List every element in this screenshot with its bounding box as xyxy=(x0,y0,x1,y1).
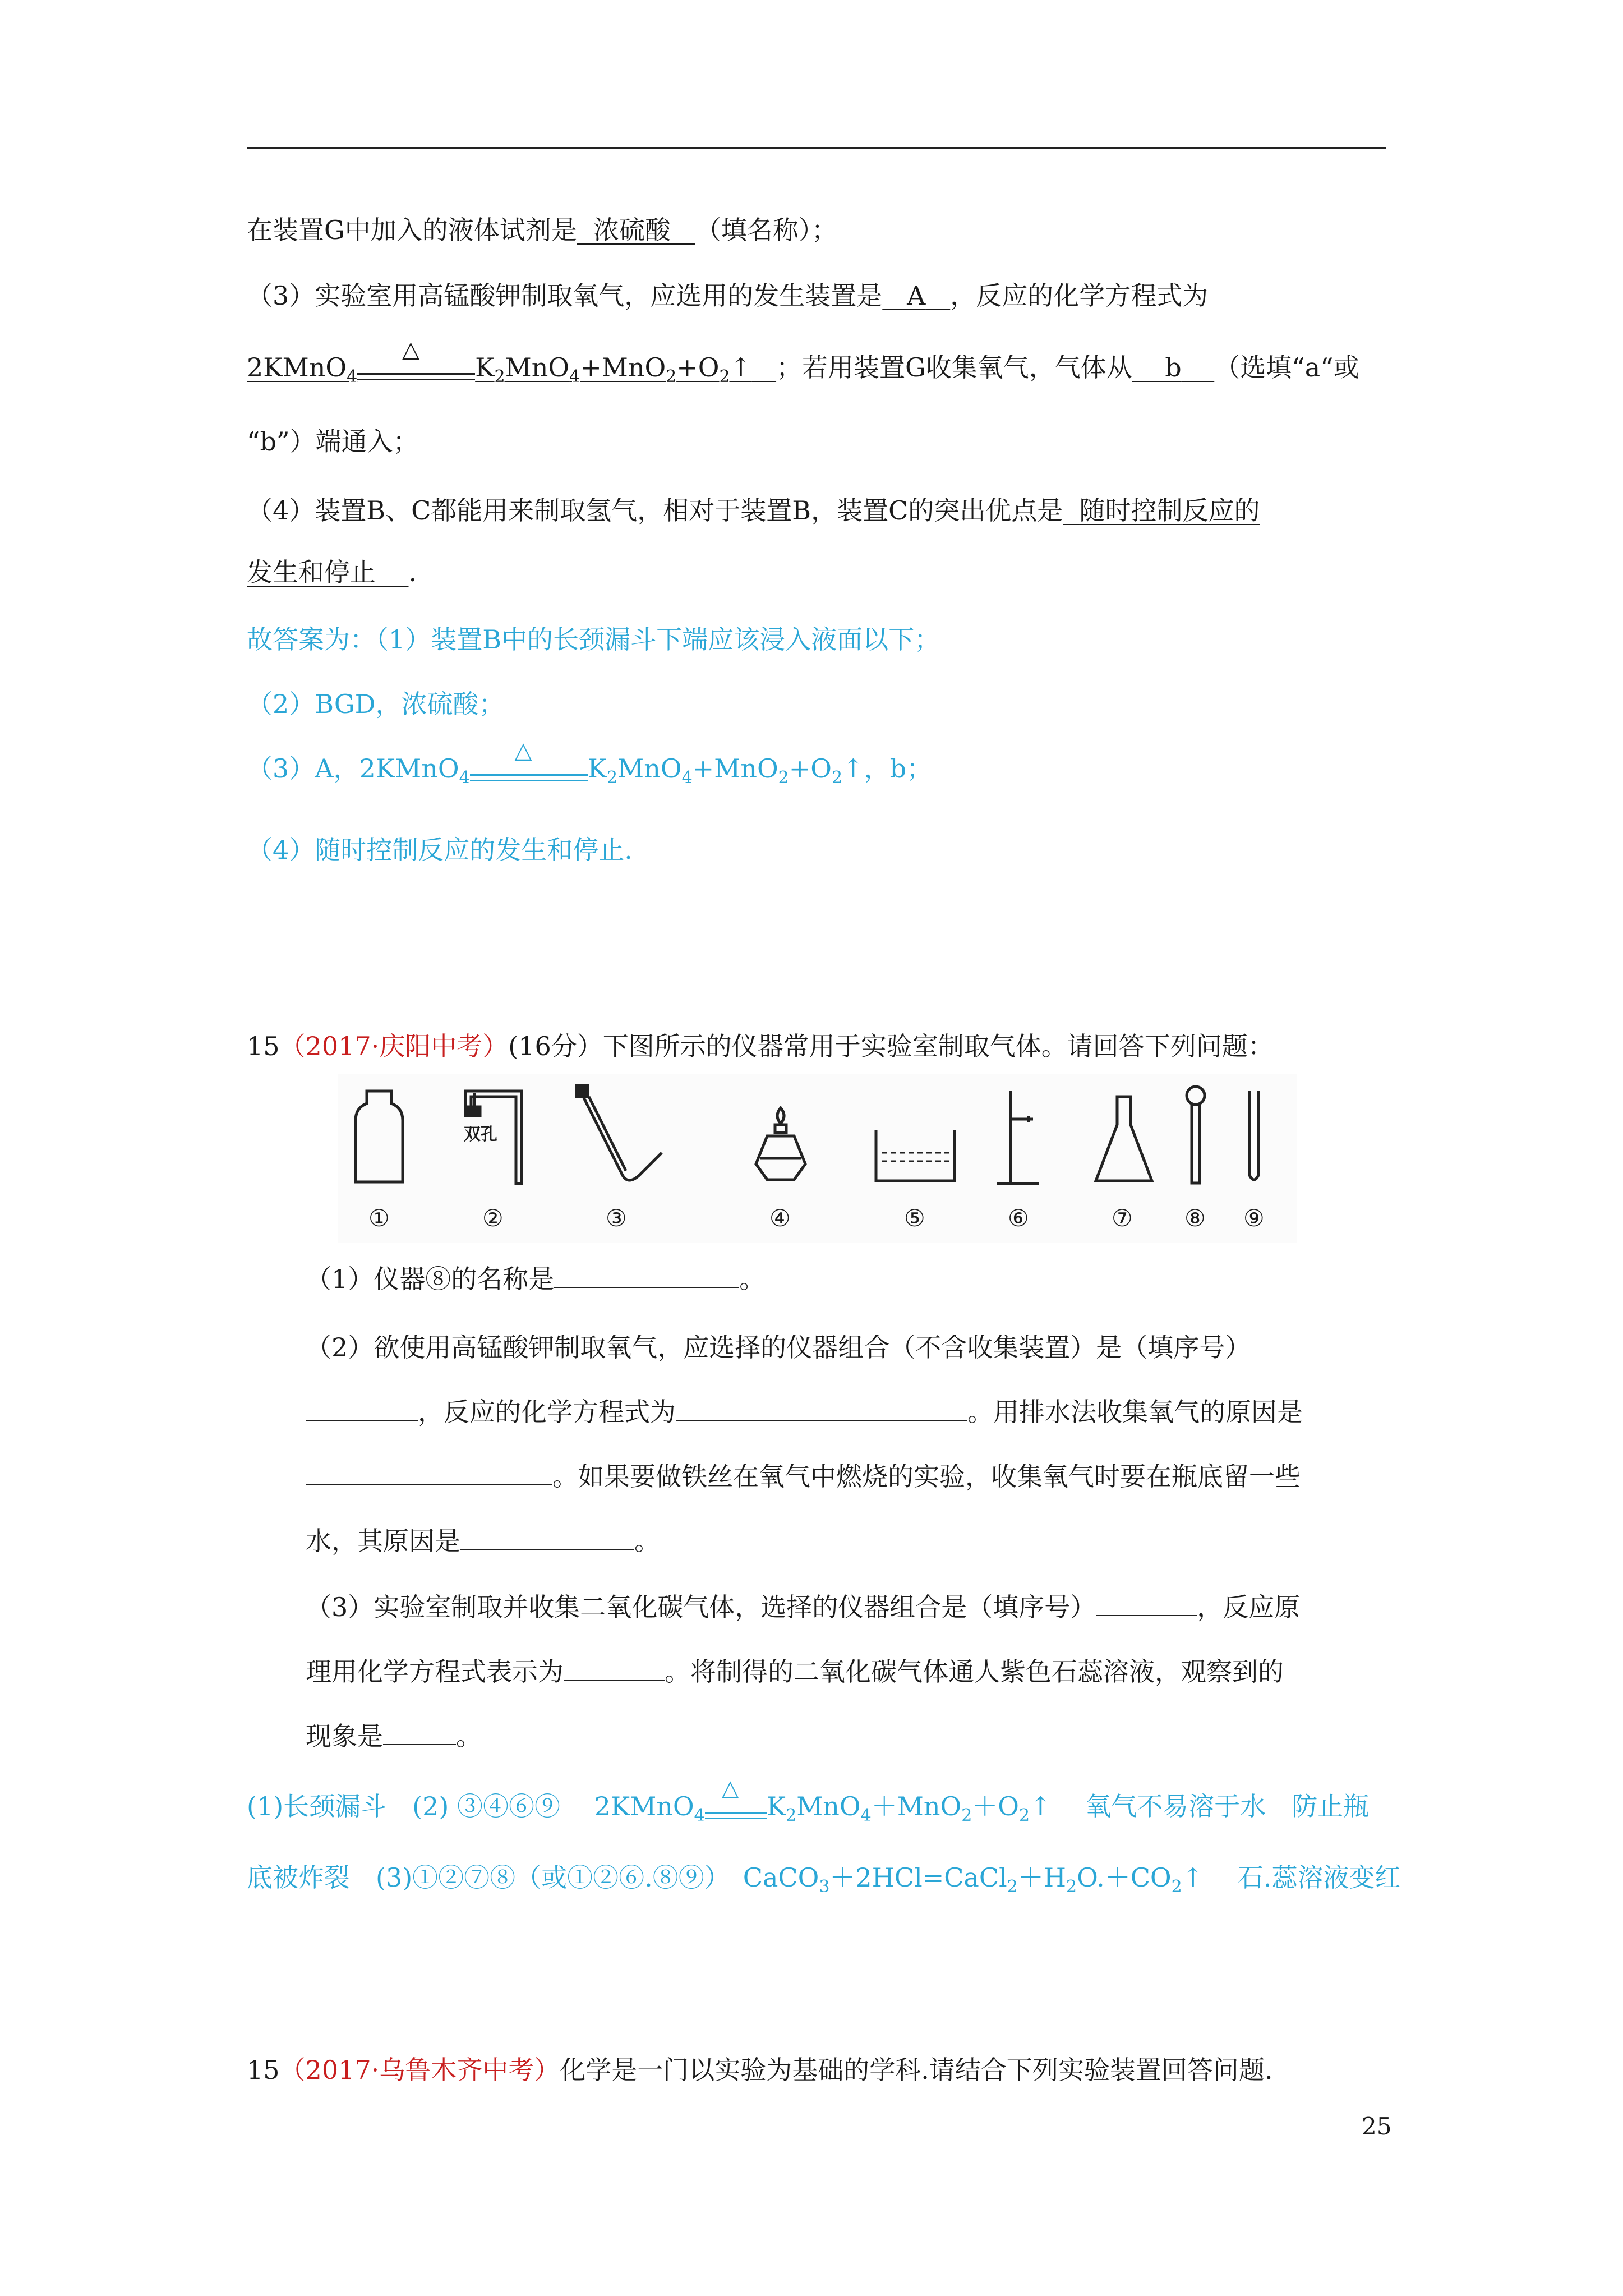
heat-condition-equals: △ xyxy=(705,1789,767,1823)
source-tag: （2017·乌鲁木齐中考） xyxy=(279,2055,560,2085)
answer-line-4: （4）随时控制反应的发生和停止. xyxy=(247,835,633,865)
text-line-q4: （4）装置B、C都能用来制取氢气，相对于装置B，装置C的突出优点是 随时控制反应的 xyxy=(247,495,1260,526)
answer-15-line-1: (1)长颈漏斗 (2) ③④⑥⑨ 2KMnO$_4$ △ $K_2MnO_4+MnO_2+O_2↑$ 氧气不易溶于水 防止瓶 xyxy=(247,1775,1370,1825)
header-rule xyxy=(247,147,1386,149)
question-15-part-2a: （2）欲使用高锰酸钾制取氧气，应选择的仪器组合（不含收集装置）是（填序号） xyxy=(306,1332,1251,1363)
question-15-part-3a: （3）实验室制取并收集二氧化碳气体，选择的仪器组合是（填序号） ，反应原 xyxy=(306,1592,1301,1622)
answer-blank[interactable] xyxy=(564,1657,665,1681)
question-15-part-2b: ，反应的化学方程式为 。用排水法收集氧气的原因是 xyxy=(306,1395,1303,1429)
figure-number-labels: ① ② ③ ④ ⑤ ⑥ ⑦ ⑧ ⑨ xyxy=(368,1204,1265,1232)
gas-bottle-icon xyxy=(356,1091,403,1182)
text-line-q3: （3）实验室用高锰酸钾制取氧气，应选用的发生装置是 A ，反应的化学方程式为 xyxy=(247,280,1209,311)
alcohol-lamp-icon xyxy=(756,1108,805,1180)
answer-line-2: （2）BGD，浓硫酸； xyxy=(247,689,505,719)
answer-blank[interactable] xyxy=(306,1397,418,1421)
answer-15-line-2: 底被炸裂 (3)①②⑦⑧（或①②⑥.⑧⑨） $CaCO_3+2HCl=CaCl_2+H_2O.+CO_2↑$ 石.蕊溶液变红 xyxy=(247,1862,1401,1897)
answer-blank[interactable] xyxy=(383,1722,456,1745)
question-15-part-3c: 现象是 。 xyxy=(306,1721,482,1751)
answer-blank[interactable] xyxy=(676,1397,967,1421)
page-number: 25 xyxy=(1362,2113,1392,2140)
source-tag: （2017·庆阳中考） xyxy=(279,1031,509,1061)
water-trough-icon xyxy=(876,1130,955,1181)
answer-blank[interactable] xyxy=(554,1264,739,1288)
bent-tube-icon xyxy=(577,1085,662,1180)
text-line-q4-cont: 发生和停止 . xyxy=(247,557,417,587)
apparatus-figure xyxy=(338,1074,1297,1243)
question-15-part-2c: 。如果要做铁丝在氧气中燃烧的实验，收集氧气时要在瓶底留一些 xyxy=(306,1460,1301,1493)
heat-condition-equals: △ xyxy=(470,752,588,785)
answer-line-3: （3）A，2KMnO$_4$ △ $K_2MnO_4+MnO_2+O_2↑$，b； xyxy=(247,738,933,788)
text-line-g-reagent: 在装置G中加入的液体试剂是 浓硫酸 （填名称）； xyxy=(247,215,837,245)
iron-stand-icon xyxy=(997,1091,1039,1184)
answer-blank[interactable] xyxy=(1096,1593,1197,1616)
long-neck-funnel-icon xyxy=(1187,1087,1205,1183)
text-line-equation: 2KMnO$_4$ △ $K_2MnO_4+MnO_2+O_2↑$ ；若用装置G收集氧气，气体从 b （选填“a“或 xyxy=(247,337,1359,386)
question-15-part-1: （1）仪器⑧的名称是 。 xyxy=(306,1264,766,1294)
question-15-urumqi: 15（2017·乌鲁木齐中考）化学是一门以实验为基础的学科.请结合下列实验装置回答问题. xyxy=(247,2055,1273,2085)
answer-blank[interactable] xyxy=(460,1526,634,1550)
text-line-inlet: “b”）端通入； xyxy=(247,426,419,457)
heat-condition-equals: △ xyxy=(357,351,475,384)
question-15-qingyang: 15（2017·庆阳中考）(16分）下图所示的仪器常用于实验室制取气体。请回答下列问题： xyxy=(247,1031,1274,1061)
answer-line-1: 故答案为：（1）装置B中的长颈漏斗下端应该浸入液面以下； xyxy=(247,624,940,655)
question-15-part-3b: 理用化学方程式表示为 。将制得的二氧化碳气体通人紫色石蕊溶液，观察到的 xyxy=(306,1657,1284,1687)
conical-flask-icon xyxy=(1096,1097,1152,1181)
double-hole-label: 双孔 xyxy=(464,1125,497,1144)
answer-concentrated-sulfuric-acid: 浓硫酸 xyxy=(593,215,671,245)
answer-blank[interactable] xyxy=(306,1462,552,1485)
test-tube-icon xyxy=(1249,1091,1258,1180)
question-15-part-2d: 水，其原因是 。 xyxy=(306,1526,660,1556)
